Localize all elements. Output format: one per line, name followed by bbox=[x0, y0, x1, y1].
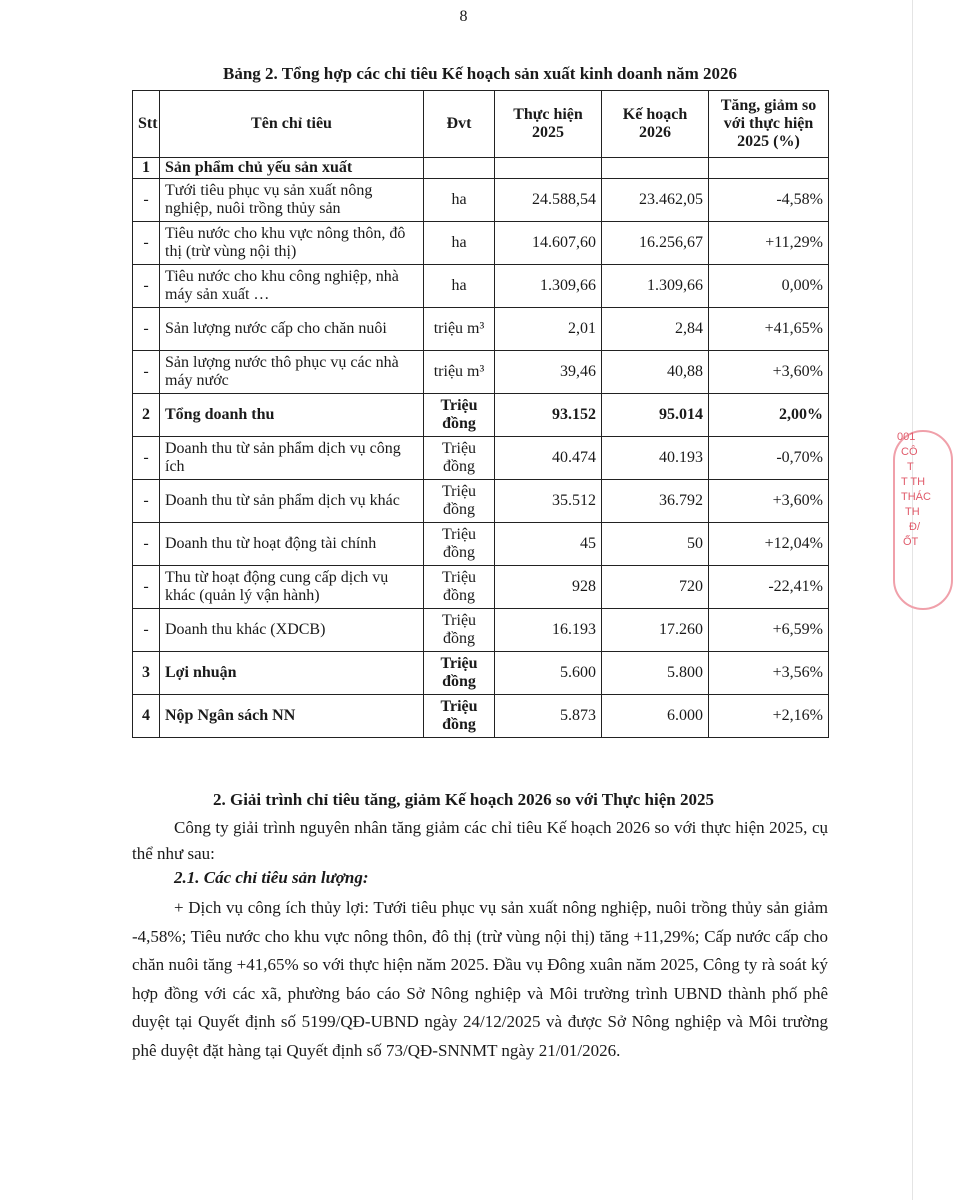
cell-name: Sản phẩm chủ yếu sản xuất bbox=[160, 158, 424, 179]
cell-stt: 4 bbox=[133, 695, 160, 738]
cell-change-percent bbox=[709, 158, 829, 179]
cell-change-percent: +3,60% bbox=[709, 351, 829, 394]
cell-change-percent: -4,58% bbox=[709, 179, 829, 222]
stamp-text: Đ/ bbox=[909, 521, 920, 533]
cell-actual-2025: 5.600 bbox=[495, 652, 602, 695]
cell-actual-2025: 45 bbox=[495, 523, 602, 566]
cell-plan-2026: 1.309,66 bbox=[602, 265, 709, 308]
stamp-text: T bbox=[907, 461, 914, 473]
cell-actual-2025: 14.607,60 bbox=[495, 222, 602, 265]
cell-plan-2026: 23.462,05 bbox=[602, 179, 709, 222]
cell-plan-2026: 720 bbox=[602, 566, 709, 609]
cell-stt: - bbox=[133, 480, 160, 523]
cell-stt: 2 bbox=[133, 394, 160, 437]
cell-stt: 3 bbox=[133, 652, 160, 695]
cell-plan-2026: 50 bbox=[602, 523, 709, 566]
cell-name: Sản lượng nước thô phục vụ các nhà máy nước bbox=[160, 351, 424, 394]
header-unit: Đvt bbox=[424, 91, 495, 158]
cell-actual-2025: 93.152 bbox=[495, 394, 602, 437]
table-row bbox=[133, 695, 829, 738]
header-plan-2026 bbox=[602, 91, 709, 158]
cell-name: Nộp Ngân sách NN bbox=[160, 695, 424, 738]
cell-unit: Triệu đồng bbox=[424, 609, 495, 652]
cell-plan-2026: 2,84 bbox=[602, 308, 709, 351]
stamp-text: 001 bbox=[897, 431, 916, 443]
cell-stt: - bbox=[133, 222, 160, 265]
cell-stt: - bbox=[133, 308, 160, 351]
cell-change-percent: -22,41% bbox=[709, 566, 829, 609]
intro-paragraph: Công ty giải trình nguyên nhân tăng giảm các chỉ tiêu Kế hoạch 2026 so với thực hiện 2025, cụ thể như sau: bbox=[132, 818, 828, 863]
cell-unit bbox=[424, 158, 495, 179]
table-row bbox=[133, 609, 829, 652]
cell-actual-2025: 39,46 bbox=[495, 351, 602, 394]
table-row bbox=[133, 652, 829, 695]
cell-plan-2026: 40.193 bbox=[602, 437, 709, 480]
header-change-percent bbox=[709, 91, 829, 158]
cell-unit: Triệu đồng bbox=[424, 652, 495, 695]
header-change-line2: với thực hiện bbox=[723, 115, 814, 132]
cell-change-percent: +2,16% bbox=[709, 695, 829, 738]
cell-stt: - bbox=[133, 437, 160, 480]
company-stamp bbox=[893, 430, 953, 610]
cell-unit: Triệu đồng bbox=[424, 437, 495, 480]
sub-heading: 2.1. Các chỉ tiêu sản lượng: bbox=[174, 868, 369, 887]
cell-unit: Triệu đồng bbox=[424, 523, 495, 566]
cell-actual-2025: 24.588,54 bbox=[495, 179, 602, 222]
cell-plan-2026: 17.260 bbox=[602, 609, 709, 652]
table-row bbox=[133, 437, 829, 480]
cell-actual-2025: 1.309,66 bbox=[495, 265, 602, 308]
cell-plan-2026: 95.014 bbox=[602, 394, 709, 437]
cell-name: Doanh thu khác (XDCB) bbox=[160, 609, 424, 652]
table-row bbox=[133, 179, 829, 222]
header-plan-line2: 2026 bbox=[639, 124, 671, 141]
cell-actual-2025: 5.873 bbox=[495, 695, 602, 738]
table-row bbox=[133, 523, 829, 566]
table-row bbox=[133, 351, 829, 394]
cell-unit: ha bbox=[424, 222, 495, 265]
stamp-text: THÁC bbox=[901, 491, 931, 503]
cell-name: Tưới tiêu phục vụ sản xuất nông nghiệp, nuôi trồng thủy sản bbox=[160, 179, 424, 222]
cell-change-percent: +3,56% bbox=[709, 652, 829, 695]
header-change-line3: 2025 (%) bbox=[737, 133, 800, 150]
table-header-row bbox=[133, 91, 829, 158]
cell-unit: triệu m³ bbox=[424, 351, 495, 394]
cell-name: Tiêu nước cho khu vực nông thôn, đô thị (trừ vùng nội thị) bbox=[160, 222, 424, 265]
table-row bbox=[133, 480, 829, 523]
cell-change-percent: +6,59% bbox=[709, 609, 829, 652]
cell-stt: - bbox=[133, 179, 160, 222]
cell-actual-2025: 2,01 bbox=[495, 308, 602, 351]
cell-name: Tiêu nước cho khu công nghiệp, nhà máy sản xuất … bbox=[160, 265, 424, 308]
cell-stt: - bbox=[133, 351, 160, 394]
table-row bbox=[133, 308, 829, 351]
stamp-text: TH bbox=[905, 506, 920, 518]
cell-name: Doanh thu từ sản phẩm dịch vụ công ích bbox=[160, 437, 424, 480]
cell-unit: Triệu đồng bbox=[424, 566, 495, 609]
cell-actual-2025: 928 bbox=[495, 566, 602, 609]
stamp-text: ỐT bbox=[903, 536, 919, 548]
table-row bbox=[133, 265, 829, 308]
cell-change-percent: 2,00% bbox=[709, 394, 829, 437]
cell-actual-2025: 16.193 bbox=[495, 609, 602, 652]
cell-stt: - bbox=[133, 609, 160, 652]
stamp-text: T TH bbox=[901, 476, 926, 488]
detail-paragraph: + Dịch vụ công ích thủy lợi: Tưới tiêu phục vụ sản xuất nông nghiệp, nuôi trồng thủy sản giảm -4,58%; Tiêu nước cho khu vực nông thôn, đô thị (trừ vùng nội thị) tăng +11,29%; Cấp nước cấp cho chăn nuôi tăng +41,65% so với thực hiện năm 2025. Đầu vụ Đông xuân năm 2025, Công ty rà soát ký hợp đồng với các xã, phường báo cáo Sở Nông nghiệp và Môi trường trình UBND thành phố phê duyệt tại Quyết định số 5199/QĐ-UBND ngày 24/12/2025 và được Sở Nông nghiệp và Môi trường phê duyệt đặt hàng tại Quyết định số 73/QĐ-SNNMT ngày 21/01/2026. bbox=[132, 898, 828, 1060]
table-row bbox=[133, 158, 829, 179]
cell-name: Tổng doanh thu bbox=[160, 394, 424, 437]
header-plan-line1: Kế hoạch bbox=[622, 106, 688, 123]
cell-change-percent: -0,70% bbox=[709, 437, 829, 480]
table-row bbox=[133, 222, 829, 265]
header-actual-line2: 2025 bbox=[532, 124, 564, 141]
cell-plan-2026: 36.792 bbox=[602, 480, 709, 523]
cell-stt: - bbox=[133, 523, 160, 566]
cell-actual-2025: 40.474 bbox=[495, 437, 602, 480]
cell-plan-2026: 16.256,67 bbox=[602, 222, 709, 265]
header-stt: Stt bbox=[133, 91, 160, 158]
cell-change-percent: +11,29% bbox=[709, 222, 829, 265]
plan-table bbox=[132, 90, 829, 738]
cell-unit: triệu m³ bbox=[424, 308, 495, 351]
cell-name: Thu từ hoạt động cung cấp dịch vụ khác (quản lý vận hành) bbox=[160, 566, 424, 609]
table-row bbox=[133, 566, 829, 609]
cell-change-percent: +3,60% bbox=[709, 480, 829, 523]
cell-stt: 1 bbox=[133, 158, 160, 179]
cell-plan-2026: 5.800 bbox=[602, 652, 709, 695]
cell-name: Sản lượng nước cấp cho chăn nuôi bbox=[160, 308, 424, 351]
cell-stt: - bbox=[133, 566, 160, 609]
table-row bbox=[133, 394, 829, 437]
header-actual-2025 bbox=[495, 91, 602, 158]
cell-change-percent: +12,04% bbox=[709, 523, 829, 566]
cell-unit: Triệu đồng bbox=[424, 695, 495, 738]
cell-name: Lợi nhuận bbox=[160, 652, 424, 695]
header-actual-line1: Thực hiện bbox=[513, 106, 583, 123]
cell-change-percent: 0,00% bbox=[709, 265, 829, 308]
cell-stt: - bbox=[133, 265, 160, 308]
cell-plan-2026: 6.000 bbox=[602, 695, 709, 738]
cell-unit: Triệu đồng bbox=[424, 394, 495, 437]
cell-change-percent: +41,65% bbox=[709, 308, 829, 351]
cell-plan-2026 bbox=[602, 158, 709, 179]
cell-unit: ha bbox=[424, 179, 495, 222]
header-change-line1: Tăng, giảm so bbox=[720, 97, 817, 114]
cell-plan-2026: 40,88 bbox=[602, 351, 709, 394]
section-heading: 2. Giải trình chỉ tiêu tăng, giảm Kế hoạch 2026 so với Thực hiện 2025 bbox=[212, 790, 714, 809]
cell-name: Doanh thu từ hoạt động tài chính bbox=[160, 523, 424, 566]
cell-actual-2025: 35.512 bbox=[495, 480, 602, 523]
stamp-text: CÔ bbox=[901, 446, 918, 458]
cell-unit: Triệu đồng bbox=[424, 480, 495, 523]
cell-actual-2025 bbox=[495, 158, 602, 179]
table-title: Bảng 2. Tổng hợp các chỉ tiêu Kế hoạch sản xuất kinh doanh năm 2026 bbox=[222, 64, 738, 83]
page-number: 8 bbox=[459, 8, 468, 25]
cell-name: Doanh thu từ sản phẩm dịch vụ khác bbox=[160, 480, 424, 523]
cell-unit: ha bbox=[424, 265, 495, 308]
header-name: Tên chỉ tiêu bbox=[160, 91, 424, 158]
